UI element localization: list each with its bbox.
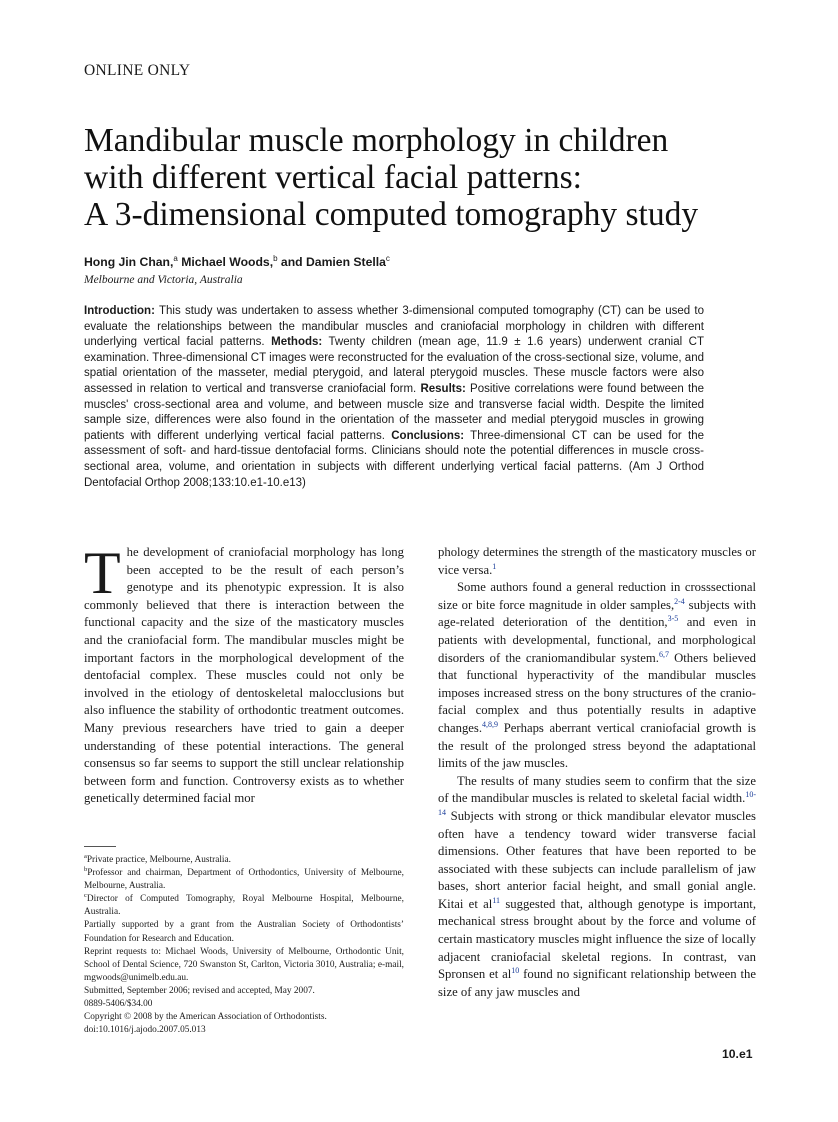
affiliation: Melbourne and Victoria, Australia	[84, 274, 243, 286]
body-text: and even in patients with developmental, functional, and morphological disorders of the craniomandibular system.	[438, 615, 756, 665]
footnote-marker: b	[84, 866, 88, 873]
doi-link[interactable]: doi:10.1016/j.ajodo.2007.05.013	[84, 1025, 206, 1036]
body-text: Perhaps aberrant vertical craniofacial growth is the result of the prolonged stress beyond the adaptational limits of the jaw muscles.	[438, 720, 756, 771]
author-3-sup: c	[385, 254, 390, 263]
abstract-intro-text: This study was undertaken to assess whether 3-dimensional computed tomography (CT) can be used to evaluate the relationships between the mandibular muscles and craniofacial morphology in children with different underlying vertical facial patterns.	[84, 305, 704, 349]
drop-cap: T	[84, 540, 121, 606]
page-number: 10.e1	[722, 1047, 753, 1061]
citation-link[interactable]: 4,8,9	[482, 719, 499, 729]
author-1: Hong Jin Chan,	[84, 255, 174, 270]
citation-link[interactable]: 6,7	[658, 649, 669, 659]
body-text: he development of craniofacial morphology has long been accepted to be the result of each person’s genotype and its phenotypic expression. It is also commonly believed that there is interaction between the functional capacity and the size of the masticatory muscles and the craniofacial form. The mandibular muscles might be important factors in the morphological development of the dentofacial complex. These muscles could not only be involved in the etiology of dentoskeletal malocclusions but also influence the stability of orthodontic treatment outcomes. Many previous researchers have tried to gain a deeper understanding of these potential interactions. The general consensus so far seems to support the still unclear relationship between form and function. Controversy exists as to whether genetically determined facial mor	[84, 545, 404, 806]
citation-link[interactable]: 1	[492, 561, 497, 571]
issn-price: 0889-5406/$34.00	[84, 999, 153, 1010]
citation-link[interactable]: 11	[492, 895, 501, 905]
online-only-label: ONLINE ONLY	[84, 62, 191, 79]
footnote-marker: c	[84, 892, 87, 900]
body-text: suggested that, although genotype is important, mechanical stress brought about by the force and volume of certain masticatory muscles might influence the size of locally adjacent craniofacial skeletal regions. In contrast, van Spronsen et al	[438, 896, 756, 982]
body-text: found no significant relationship between the size of any jaw muscles and	[438, 967, 756, 999]
footnote-divider	[84, 846, 116, 847]
abstract-results-text: Positive correlations were found between the muscles' cross-sectional area and volume, and between muscle size and transverse facial width. Despite the limited sample size, differences were also found in the orientation of the masseter and medial pterygoid muscles in growing patients with different underlying vertical facial patterns.	[84, 382, 704, 442]
abstract-results-label: Results:	[420, 382, 466, 395]
footnote-marker: a	[84, 852, 87, 860]
footnote-c	[84, 893, 404, 919]
citation-link[interactable]: 2-4	[674, 596, 685, 606]
body-text: Subjects with strong or thick mandibular elevator muscles often have a tendency toward wider transverse facial dimensions. Other features that have been reported to be associated with these subjects can include parallelism of jaw bases, short anterior facial height, and small gonial angle. Kitai et al	[438, 808, 756, 911]
footnote-text: Professor and chairman, Department of Orthodontics, University of Melbourne, Melbourne, Australia.	[84, 868, 404, 892]
footnote-text: Private practice, Melbourne, Australia.	[86, 855, 231, 865]
author-2: Michael Woods,	[177, 255, 274, 270]
body-text: Some authors found a general reduction in crosssectional size or bite force magnitude in older samples,	[438, 580, 756, 612]
body-paragraph	[438, 773, 756, 1002]
reprint-requests: Reprint requests to: Michael Woods, University of Melbourne, Orthodontic Unit, School of Dental Science, 720 Swanston St, Carlton, Victoria 3010, Australia; e-mail, mgwoods@unimelb.edu.au.	[84, 946, 404, 983]
body-text: subjects with age-related deterioration of the dentition,	[438, 597, 756, 630]
article-title	[84, 122, 774, 233]
body-text: phology determines the strength of the masticatory muscles or vice versa.	[438, 545, 756, 577]
footnote-text: Director of Computed Tomography, Royal Melbourne Hospital, Melbourne, Australia.	[84, 894, 404, 918]
abstract-conclusions-text: Three-dimensional CT can be used for the assessment of soft- and hard-tissue dentofacial forms. Clinicians should note the potential differences in muscle cross-sectional area, volume, and orientation in subjects with different underlying vertical facial patterns. (Am J Orthod Dentofacial Orthop 2008;133:10.e1-10.e13)	[84, 429, 704, 489]
abstract-methods-label: Methods:	[271, 336, 323, 349]
body-text: The results of many studies seem to confirm that the size of the mandibular muscles is related to skeletal facial width.	[438, 773, 756, 806]
body-paragraph	[438, 579, 756, 773]
body-column-left	[84, 540, 404, 808]
author-2-sup: b	[273, 254, 278, 263]
footnote-a	[84, 854, 404, 867]
body-paragraph	[84, 540, 404, 808]
author-1-sup: a	[173, 254, 178, 263]
abstract	[84, 304, 704, 491]
citation-link[interactable]: 10	[511, 966, 520, 976]
submission-dates: Submitted, September 2006; revised and accepted, May 2007.	[84, 985, 315, 996]
footnotes	[84, 854, 404, 1037]
citation-link[interactable]: 10-14	[438, 790, 756, 817]
body-column-right	[438, 544, 756, 1001]
citation-link[interactable]: 3-5	[667, 614, 679, 624]
author-3: and Damien Stella	[277, 255, 386, 270]
author-list	[84, 254, 390, 269]
body-text: Others believed that functional hyperactivity of the mandibular muscles imposes increased stress on the bony structures of the craniofacial complex and thus potentially results in adaptive changes.	[438, 650, 756, 735]
abstract-methods-text: Twenty children (mean age, 11.9 ± 1.6 years) underwent cranial CT examination. Three-dimensional CT images were reconstructed for the evaluation of the cross-sectional size, volume, and spatial orientation of the masseter, medial pterygoid, and lateral pterygoid muscles. These muscle factors were also assessed in relation to vertical and transverse craniofacial form.	[84, 336, 704, 395]
funding-note: Partially supported by a grant from the Australian Society of Orthodontists’ Foundation for Research and Education.	[84, 920, 404, 944]
body-paragraph	[438, 544, 756, 579]
title-line-3: A 3-dimensional computed tomography study	[84, 196, 699, 233]
copyright-notice: Copyright © 2008 by the American Association of Orthodontists.	[84, 1012, 327, 1023]
title-line-1: Mandibular muscle morphology in children	[84, 122, 669, 159]
footnote-b	[84, 867, 404, 893]
title-line-2: with different vertical facial patterns:	[84, 159, 582, 196]
abstract-conclusions-label: Conclusions:	[391, 429, 465, 442]
abstract-intro-label: Introduction:	[84, 305, 155, 317]
